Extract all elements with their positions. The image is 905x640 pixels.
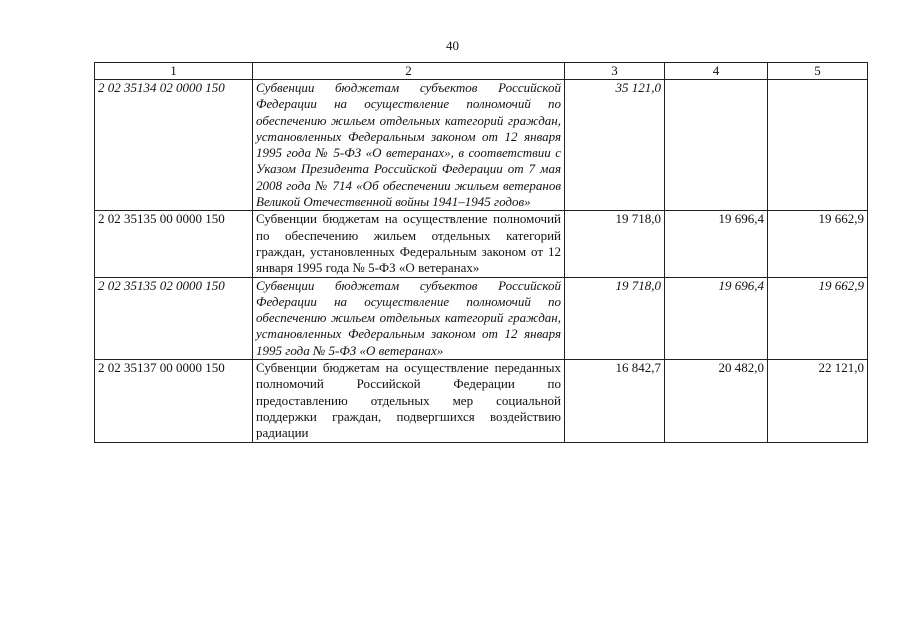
value-col-3: 16 842,7 xyxy=(565,360,665,442)
value-col-3: 19 718,0 xyxy=(565,277,665,359)
table-row xyxy=(95,277,868,359)
budget-code: 2 02 35137 00 0000 150 xyxy=(95,360,253,442)
header-col-2: 2 xyxy=(253,63,565,80)
value-col-5: 19 662,9 xyxy=(768,211,868,277)
table-row xyxy=(95,80,868,211)
row-description: Субвенции бюджетам на осуществление переданных полномочий Российской Федерации по предоставлению отдельных мер социальной поддержки граждан, подвергшихся воздействию радиации xyxy=(253,360,565,442)
table-header xyxy=(95,63,868,80)
budget-table xyxy=(94,62,868,443)
value-col-4: 19 696,4 xyxy=(665,211,768,277)
value-col-4: 19 696,4 xyxy=(665,277,768,359)
budget-code: 2 02 35134 02 0000 150 xyxy=(95,80,253,211)
value-col-3: 19 718,0 xyxy=(565,211,665,277)
header-col-5: 5 xyxy=(768,63,868,80)
budget-code: 2 02 35135 02 0000 150 xyxy=(95,277,253,359)
value-col-4 xyxy=(665,80,768,211)
header-col-4: 4 xyxy=(665,63,768,80)
value-col-5: 19 662,9 xyxy=(768,277,868,359)
value-col-4: 20 482,0 xyxy=(665,360,768,442)
value-col-3: 35 121,0 xyxy=(565,80,665,211)
header-col-1: 1 xyxy=(95,63,253,80)
header-col-3: 3 xyxy=(565,63,665,80)
table-row xyxy=(95,211,868,277)
table-body xyxy=(95,80,868,443)
row-description: Субвенции бюджетам субъектов Российской Федерации на осуществление полномочий по обеспечению жильем отдельных категорий граждан, установленных Федеральным законом от 12 января 1995 года № 5-ФЗ «О ветеранах» xyxy=(253,277,565,359)
row-description: Субвенции бюджетам на осуществление полномочий по обеспечению жильем отдельных категорий граждан, установленных Федеральным законом от 12 января 1995 года № 5-ФЗ «О ветеранах» xyxy=(253,211,565,277)
page-number: 40 xyxy=(446,38,459,53)
header-row xyxy=(95,63,868,80)
value-col-5 xyxy=(768,80,868,211)
value-col-5: 22 121,0 xyxy=(768,360,868,442)
row-description: Субвенции бюджетам субъектов Российской Федерации на осуществление полномочий по обеспечению жильем отдельных категорий граждан, установленных Федеральным законом от 12 января 1995 года № 5-ФЗ «О ветеранах», в соответствии с Указом Президента Российской Федерации от 7 мая 2008 года № 714 «Об обеспечении жильем ветеранов Великой Отечественной войны 1941–1945 годов» xyxy=(253,80,565,211)
table-row xyxy=(95,360,868,442)
budget-code: 2 02 35135 00 0000 150 xyxy=(95,211,253,277)
